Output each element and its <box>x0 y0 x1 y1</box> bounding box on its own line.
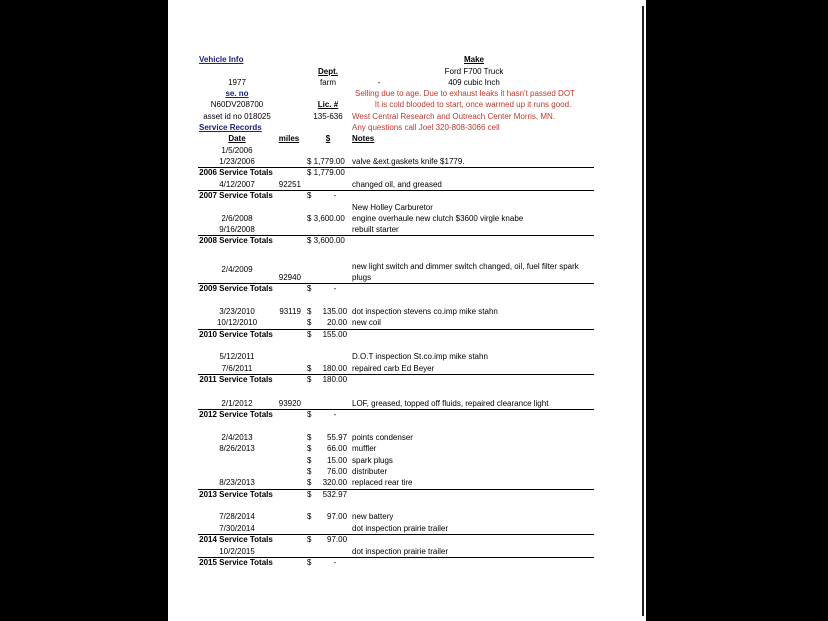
service-records-heading: Service Records <box>199 123 262 132</box>
lic-heading: Lic. # <box>317 100 339 109</box>
note-red-1: Selling due to age. Due to exhaust leaks it hasn't passed DOT <box>355 89 575 98</box>
note-red-2: It is cold blooded to start, once warmed up it runs good. <box>374 100 572 109</box>
service-miles: 92940 <box>278 273 301 282</box>
service-total-label: 2011 Service Totals <box>199 375 273 384</box>
service-total-label: 2014 Service Totals <box>199 535 273 544</box>
service-date: 8/26/2013 <box>219 444 255 453</box>
service-date: 3/23/2010 <box>219 307 255 316</box>
service-date: 2/6/2008 <box>221 214 253 223</box>
total-separator-line <box>198 190 594 191</box>
dash-mark: - <box>377 78 381 87</box>
service-date: 10/2/2015 <box>219 547 255 556</box>
service-note: repaired carb Ed Beyer <box>352 364 435 373</box>
service-total-amount: $ 155.00 <box>307 330 348 339</box>
service-amount: $ 20.00 <box>307 318 348 327</box>
service-note: rebuilt starter <box>352 225 399 234</box>
service-amount: $ 1,779.00 <box>307 157 345 166</box>
service-amount: $ 97.00 <box>307 512 348 521</box>
service-total-label: 2009 Service Totals <box>199 284 273 293</box>
lic-value: 135-636 <box>313 112 343 121</box>
service-date: 2/4/2013 <box>221 433 253 442</box>
serial-value: N60DV208700 <box>210 100 264 109</box>
date-column-heading: Date <box>228 134 246 143</box>
service-note: valve &ext.gaskets knife $1779. <box>352 157 465 166</box>
service-total-label: 2008 Service Totals <box>199 236 273 245</box>
service-miles: 92251 <box>278 180 301 189</box>
service-total-label: 2010 Service Totals <box>199 330 273 339</box>
total-separator-line <box>198 409 594 410</box>
service-date: 1/5/2006 <box>221 146 253 155</box>
service-total-amount: $ 97.00 <box>307 535 348 544</box>
total-separator-line <box>198 374 594 375</box>
service-total-amount: $ 1,779.00 <box>307 168 345 177</box>
service-amount: $ 135.00 <box>307 307 348 316</box>
note-red-3: West Central Research and Outreach Center Morris, MN. <box>352 112 556 121</box>
service-total-label: 2012 Service Totals <box>199 410 273 419</box>
total-separator-line <box>198 235 594 236</box>
service-amount: $ 180.00 <box>307 364 348 373</box>
service-note: points condenser <box>352 433 413 442</box>
service-amount: $ 66.00 <box>307 444 348 453</box>
service-total-amount: $ 3,600.00 <box>307 236 345 245</box>
service-date: 2/1/2012 <box>221 399 253 408</box>
miles-column-heading: miles <box>278 134 300 143</box>
service-total-label: 2007 Service Totals <box>199 191 273 200</box>
dollars-column-heading: $ <box>325 134 331 143</box>
engine-value: 409 cubic Inch <box>448 78 500 87</box>
dept-value: farm <box>320 78 336 87</box>
service-date: 9/16/2008 <box>219 225 255 234</box>
service-note: changed oil, and greased <box>352 180 442 189</box>
service-total-amount: $ 532.97 <box>307 490 348 499</box>
service-date: 7/6/2011 <box>221 364 253 373</box>
service-note: new battery <box>352 512 394 521</box>
service-date: 7/30/2014 <box>219 524 255 533</box>
service-date: 10/12/2010 <box>216 318 258 327</box>
service-total-amount: $ - <box>307 410 337 419</box>
service-total-amount: $ - <box>307 558 337 567</box>
service-miles: 93119 <box>279 307 301 316</box>
serial-heading: se. no <box>225 89 249 98</box>
service-date: 2/4/2009 <box>221 265 253 274</box>
service-note: engine overhaule new clutch $3600 virgle knabe <box>352 214 524 223</box>
service-note: spark plugs <box>352 456 393 465</box>
total-separator-line <box>198 489 594 490</box>
service-note: dot inspection stevens co.imp mike stahn <box>352 307 498 316</box>
document-page <box>168 0 646 621</box>
make-heading: Make <box>463 55 485 64</box>
page-edge <box>642 6 644 616</box>
service-date: 5/12/2011 <box>219 352 255 361</box>
vehicle-year: 1977 <box>228 78 246 87</box>
total-separator-line <box>198 534 594 535</box>
service-note: plugs <box>352 273 372 282</box>
service-total-amount: $ 180.00 <box>307 375 348 384</box>
service-note: distributer <box>352 467 388 476</box>
service-note: dot inspection prairie trailer <box>352 524 449 533</box>
service-total-label: 2013 Service Totals <box>199 490 273 499</box>
service-total-amount: $ - <box>307 191 337 200</box>
total-separator-line <box>198 167 594 168</box>
total-separator-line <box>198 329 594 330</box>
dept-heading: Dept. <box>318 67 338 76</box>
service-total-label: 2015 Service Totals <box>199 558 273 567</box>
vehicle-info-heading: Vehicle Info <box>199 55 244 64</box>
asset-id: asset id no 018025 <box>203 112 271 121</box>
service-amount: $ 320.00 <box>307 478 348 487</box>
service-date: 8/23/2013 <box>219 478 255 487</box>
service-note: new coil <box>352 318 381 327</box>
note-red-4: Any questions call Joel 320-808-3066 cell <box>352 123 500 132</box>
service-date: 1/23/2006 <box>219 157 255 166</box>
total-separator-line <box>198 557 594 558</box>
service-miles: 93920 <box>278 399 301 408</box>
service-note: muffler <box>352 444 377 453</box>
service-note: D.O.T inspection St.co.imp mike stahn <box>352 352 488 361</box>
service-amount: $ 55.97 <box>307 433 348 442</box>
service-amount: $ 76.00 <box>307 467 348 476</box>
service-date: 7/28/2014 <box>219 512 255 521</box>
service-total-label: 2006 Service Totals <box>199 168 273 177</box>
service-amount: $ 3,600.00 <box>307 214 345 223</box>
service-note: replaced rear tire <box>352 478 413 487</box>
make-value: Ford F700 Truck <box>444 67 504 76</box>
service-note: dot inspection prairie trailer <box>352 547 449 556</box>
notes-column-heading: Notes <box>352 134 375 143</box>
service-amount: $ 15.00 <box>307 456 348 465</box>
service-note: LOF, greased, topped off fluids, repaired clearance light <box>352 399 549 408</box>
service-total-amount: $ - <box>307 284 337 293</box>
service-note: New Holley Carburetor <box>352 203 433 212</box>
total-separator-line <box>198 283 594 284</box>
service-date: 4/12/2007 <box>219 180 255 189</box>
service-note: new light switch and dimmer switch changed, oil, fuel filter spark <box>352 262 579 271</box>
